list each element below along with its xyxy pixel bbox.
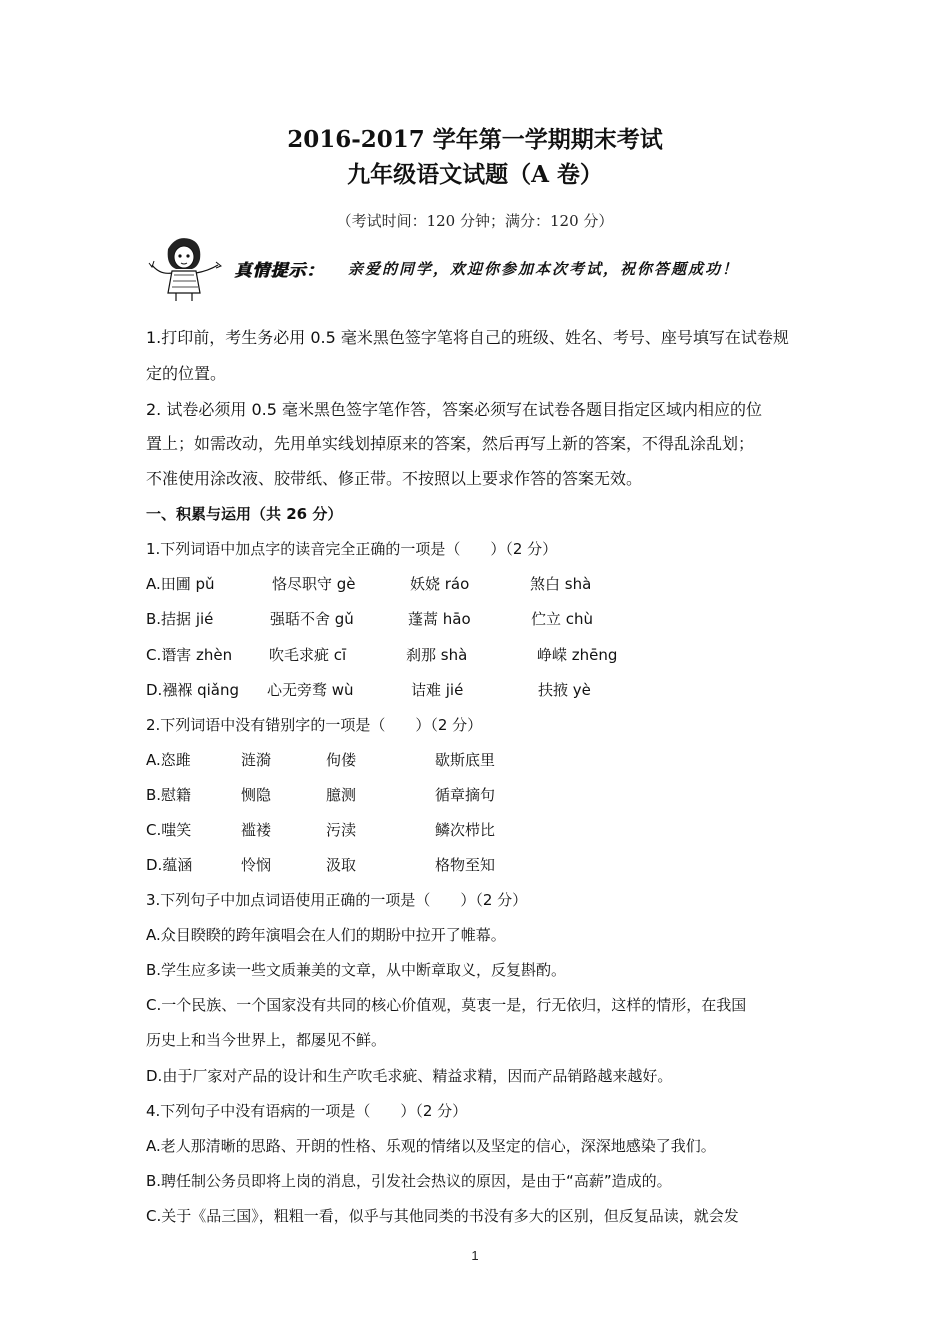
question-3-stem: 3.下列句子中加点词语使用正确的一项是（ ）（2 分） xyxy=(146,891,528,909)
q2-option-c-word-3: 污渎 xyxy=(326,821,357,839)
q2-option-d-word-3: 汲取 xyxy=(326,856,357,874)
q2-option-a-word-4: 歇斯底里 xyxy=(435,751,496,769)
question-1-stem: 1.下列词语中加点字的读音完全正确的一项是（ ）（2 分） xyxy=(146,540,558,558)
q2-option-a-word-2: 涟漪 xyxy=(241,751,272,769)
q2-option-a: A.恣雎 xyxy=(146,751,191,769)
notice-1-line-2: 定的位置。 xyxy=(146,364,227,383)
q1-option-d-word-2: 心无旁骛 wù xyxy=(267,681,354,699)
q2-option-c: C.嗤笑 xyxy=(146,821,192,839)
q2-option-b-word-4: 循章摘句 xyxy=(435,786,496,804)
q2-option-d-word-4: 格物至知 xyxy=(435,856,496,874)
notice-2-line-1: 2. 试卷必须用 0.5 毫米黑色签字笔作答，答案必须写在试卷各题目指定区域内相应的位 xyxy=(146,400,762,419)
q1-option-c: C.谮害 zhèn xyxy=(146,646,233,664)
q1-option-c-word-2: 吹毛求疵 cī xyxy=(269,646,347,664)
q4-option-c: C.关于《品三国》，粗粗一看，似乎与其他同类的书没有多大的区别，但反复品读，就会发 xyxy=(146,1207,739,1225)
q3-option-d: D.由于厂家对产品的设计和生产吹毛求疵、精益求精，因而产品销路越来越好。 xyxy=(146,1067,673,1085)
q1-option-d: D.襁褓 qiǎng xyxy=(146,681,239,699)
tip-text: 亲爱的同学，欢迎你参加本次考试，祝你答题成功！ xyxy=(348,260,740,278)
q2-option-c-word-2: 褴褛 xyxy=(241,821,272,839)
q1-option-b-word-2: 强聒不舍 gǔ xyxy=(270,610,354,628)
q4-option-b: B.聘任制公务员即将上岗的消息，引发社会热议的原因，是由于“高薪”造成的。 xyxy=(146,1172,672,1190)
q3-option-a: A.众目睽睽的跨年演唱会在人们的期盼中拉开了帷幕。 xyxy=(146,926,506,944)
q2-option-b: B.慰籍 xyxy=(146,786,192,804)
q1-option-b: B.拮据 jié xyxy=(146,610,214,628)
q2-option-c-word-4: 鳞次栉比 xyxy=(435,821,496,839)
q1-option-b-word-4: 伫立 chù xyxy=(531,610,594,628)
q1-option-c-word-4: 峥嵘 zhēng xyxy=(537,646,618,664)
q1-option-a-word-2: 恪尽职守 gè xyxy=(272,575,356,593)
notice-2-line-3: 不准使用涂改液、胶带纸、修正带。不按照以上要求作答的答案无效。 xyxy=(146,469,643,488)
q1-option-d-word-3: 诘难 jié xyxy=(411,681,464,699)
notice-1-line-1: 1.打印前，考生务必用 0.5 毫米黑色签字笔将自己的班级、姓名、考号、座号填写在试卷规 xyxy=(146,328,789,347)
student-cartoon-icon xyxy=(146,235,222,301)
q1-option-c-word-3: 刹那 shà xyxy=(406,646,468,664)
page-number: 1 xyxy=(471,1248,479,1263)
q1-option-d-word-4: 扶掖 yè xyxy=(538,681,591,699)
q2-option-a-word-3: 佝偻 xyxy=(326,751,357,769)
exam-meta: （考试时间：120 分钟；满分：120 分） xyxy=(336,212,614,230)
exam-title: 2016-2017 学年第一学期期末考试 xyxy=(287,126,663,153)
notice-2-line-2: 置上；如需改动，先用单实线划掉原来的答案，然后再写上新的答案，不得乱涂乱划； xyxy=(146,434,755,453)
q2-option-d-word-2: 怜悯 xyxy=(241,856,272,874)
exam-subtitle: 九年级语文试题（A 卷） xyxy=(347,161,603,188)
q2-option-b-word-3: 臆测 xyxy=(326,786,357,804)
q1-option-a: A.田圃 pǔ xyxy=(146,575,215,593)
q2-option-b-word-2: 恻隐 xyxy=(241,786,272,804)
q2-option-d: D.蕴涵 xyxy=(146,856,193,874)
q1-option-b-word-3: 蓬蒿 hāo xyxy=(408,610,471,628)
q1-option-a-word-3: 妖娆 ráo xyxy=(410,575,470,593)
q4-option-a: A.老人那清晰的思路、开朗的性格、乐观的情绪以及坚定的信心，深深地感染了我们。 xyxy=(146,1137,716,1155)
section-1-heading: 一、积累与运用（共 26 分） xyxy=(146,505,343,523)
q3-option-b: B.学生应多读一些文质兼美的文章，从中断章取义，反复斟酌。 xyxy=(146,961,567,979)
tip-label: 真情提示： xyxy=(234,261,324,281)
q1-option-a-word-4: 煞白 shà xyxy=(530,575,592,593)
question-2-stem: 2.下列词语中没有错别字的一项是（ ）（2 分） xyxy=(146,716,483,734)
q3-option-c-line-2: 历史上和当今世界上，都屡见不鲜。 xyxy=(146,1031,387,1049)
q3-option-c-line-1: C.一个民族、一个国家没有共同的核心价值观，莫衷一是，行无依归，这样的情形，在我国 xyxy=(146,996,747,1014)
question-4-stem: 4.下列句子中没有语病的一项是（ ）（2 分） xyxy=(146,1102,468,1120)
